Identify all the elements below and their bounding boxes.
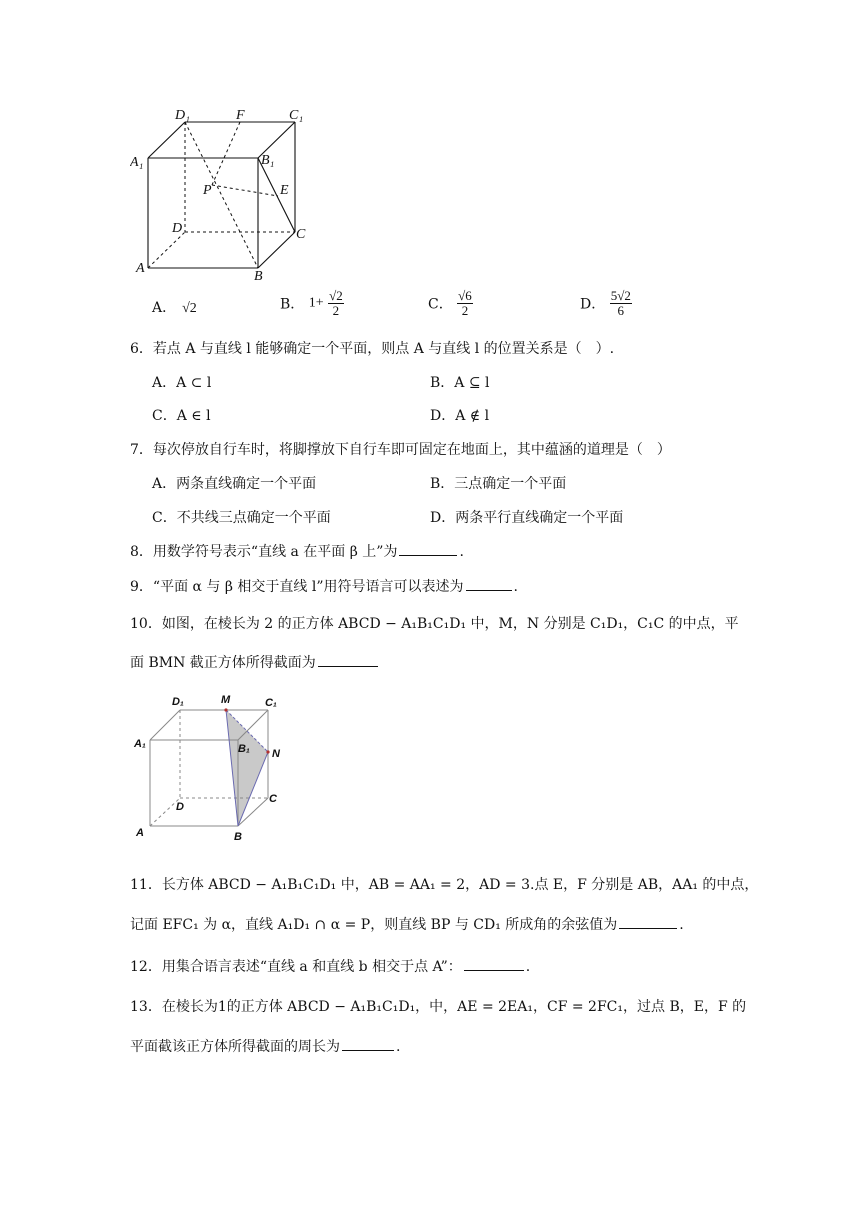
cube-figure-2 (130, 690, 290, 845)
q13-period: . (396, 1039, 401, 1055)
q7-option-a: A．两条直线确定一个平面 (152, 476, 317, 492)
q13-line1: 13．在棱长为1的正方体 ABCD − A₁B₁C₁D₁，中，AE = 2EA₁，CF = 2FC₁，过点 B，E，F 的 (130, 999, 747, 1015)
q5-option-a-value: √2 (182, 301, 197, 316)
label-A: A (136, 261, 145, 276)
label-D: D (172, 221, 183, 236)
q9 (130, 576, 518, 596)
q11-answer-blank[interactable] (619, 927, 677, 929)
label-A1: A₁ (130, 155, 144, 170)
q11-period: . (679, 917, 684, 933)
q5-option-d-den: 6 (617, 303, 624, 318)
label-D1: D₁ (172, 696, 184, 708)
q5-option-d (580, 289, 632, 318)
q8-period: . (459, 544, 464, 560)
q5-option-b-den: 2 (332, 303, 340, 318)
label-D: D (176, 801, 184, 813)
label-B1: B₁ (238, 743, 250, 755)
q7-text: 7．每次停放自行车时，将脚撑放下自行车即可固定在地面上，其中蕴涵的道理是（ ） (130, 442, 671, 458)
q10-line2 (130, 652, 380, 672)
q5-option-a-label: A． (152, 300, 177, 316)
q5-option-b-prefix: 1+ (308, 295, 324, 311)
label-C1: C₁ (289, 108, 304, 123)
q12-answer-blank[interactable] (464, 969, 524, 971)
q13-line2-text: 平面截该正方体所得截面的周长为 (130, 1039, 340, 1055)
q5-option-a (152, 296, 197, 321)
q11-line2 (130, 914, 684, 934)
label-P: P (203, 183, 212, 198)
q5-option-d-label: D． (580, 296, 606, 313)
label-M: M (221, 694, 231, 706)
q10-line1: 10．如图，在棱长为 2 的正方体 ABCD − A₁B₁C₁D₁ 中，M，N 分别是 C₁D₁，C₁C 的中点，平 (130, 616, 739, 632)
q7-option-d: D．两条平行直线确定一个平面 (430, 510, 624, 526)
q12-text: 12．用集合语言表述“直线 a 和直线 b 相交于点 A”： (130, 959, 462, 975)
q11-line2-text: 记面 EFC₁ 为 α，直线 A₁D₁ ∩ α = P，则直线 BP 与 CD₁ 所成角的余弦值为 (130, 917, 618, 933)
q10-answer-blank[interactable] (318, 665, 378, 667)
q12 (130, 956, 530, 976)
q5-option-c (428, 289, 473, 318)
label-D1: D₁ (175, 108, 190, 123)
q5-option-d-num: 5√2 (610, 288, 631, 303)
label-E: E (280, 183, 289, 198)
q9-answer-blank[interactable] (466, 589, 512, 591)
label-N: N (272, 748, 280, 760)
q10-line2-text: 面 BMN 截正方体所得截面为 (130, 655, 316, 671)
label-A1: A₁ (134, 738, 146, 750)
q11-line1: 11．长方体 ABCD − A₁B₁C₁D₁ 中，AB = AA₁ = 2，AD = 3.点 E，F 分别是 AB，AA₁ 的中点， (130, 877, 759, 893)
q7-option-c: C．不共线三点确定一个平面 (152, 510, 331, 526)
q13-line2 (130, 1036, 400, 1056)
q8-answer-blank[interactable] (399, 554, 457, 556)
label-C: C (296, 227, 306, 242)
q6-text: 6．若点 A 与直线 l 能够确定一个平面，则点 A 与直线 l 的位置关系是（ ）. (130, 341, 615, 357)
label-C1: C₁ (265, 697, 277, 709)
label-B1: B₁ (261, 153, 275, 168)
q13-answer-blank[interactable] (342, 1049, 394, 1051)
q5-option-b (280, 289, 344, 318)
q5-option-b-num: √2 (329, 288, 343, 303)
q12-period: . (525, 959, 531, 975)
label-B: B (254, 269, 263, 284)
q5-option-c-fraction (457, 289, 473, 318)
q6-option-c: C．A ∈ l (152, 408, 211, 424)
q6-option-d: D．A ∉ l (430, 408, 490, 424)
label-B: B (234, 831, 242, 843)
q5-option-c-label: C． (428, 296, 453, 313)
label-A: A (136, 827, 144, 839)
q7-option-b: B．三点确定一个平面 (430, 476, 567, 492)
label-F: F (236, 108, 245, 123)
q9-period: . (513, 579, 518, 595)
q5-option-d-fraction (610, 289, 632, 318)
q6-option-b: B．A ⊆ l (430, 375, 490, 391)
q5-option-c-den: 2 (461, 303, 469, 318)
label-C: C (269, 793, 277, 805)
q5-option-b-fraction (328, 289, 344, 318)
q5-option-c-num: √6 (458, 288, 472, 303)
q8-text: 8．用数学符号表示“直线 a 在平面 β 上”为 (130, 544, 398, 560)
q8 (130, 541, 464, 561)
q9-text: 9．“平面 α 与 β 相交于直线 l”用符号语言可以表述为 (130, 579, 464, 595)
cube-figure-1 (130, 100, 320, 285)
q5-option-b-label: B． (280, 296, 305, 313)
q6-option-a: A．A ⊂ l (152, 375, 212, 391)
